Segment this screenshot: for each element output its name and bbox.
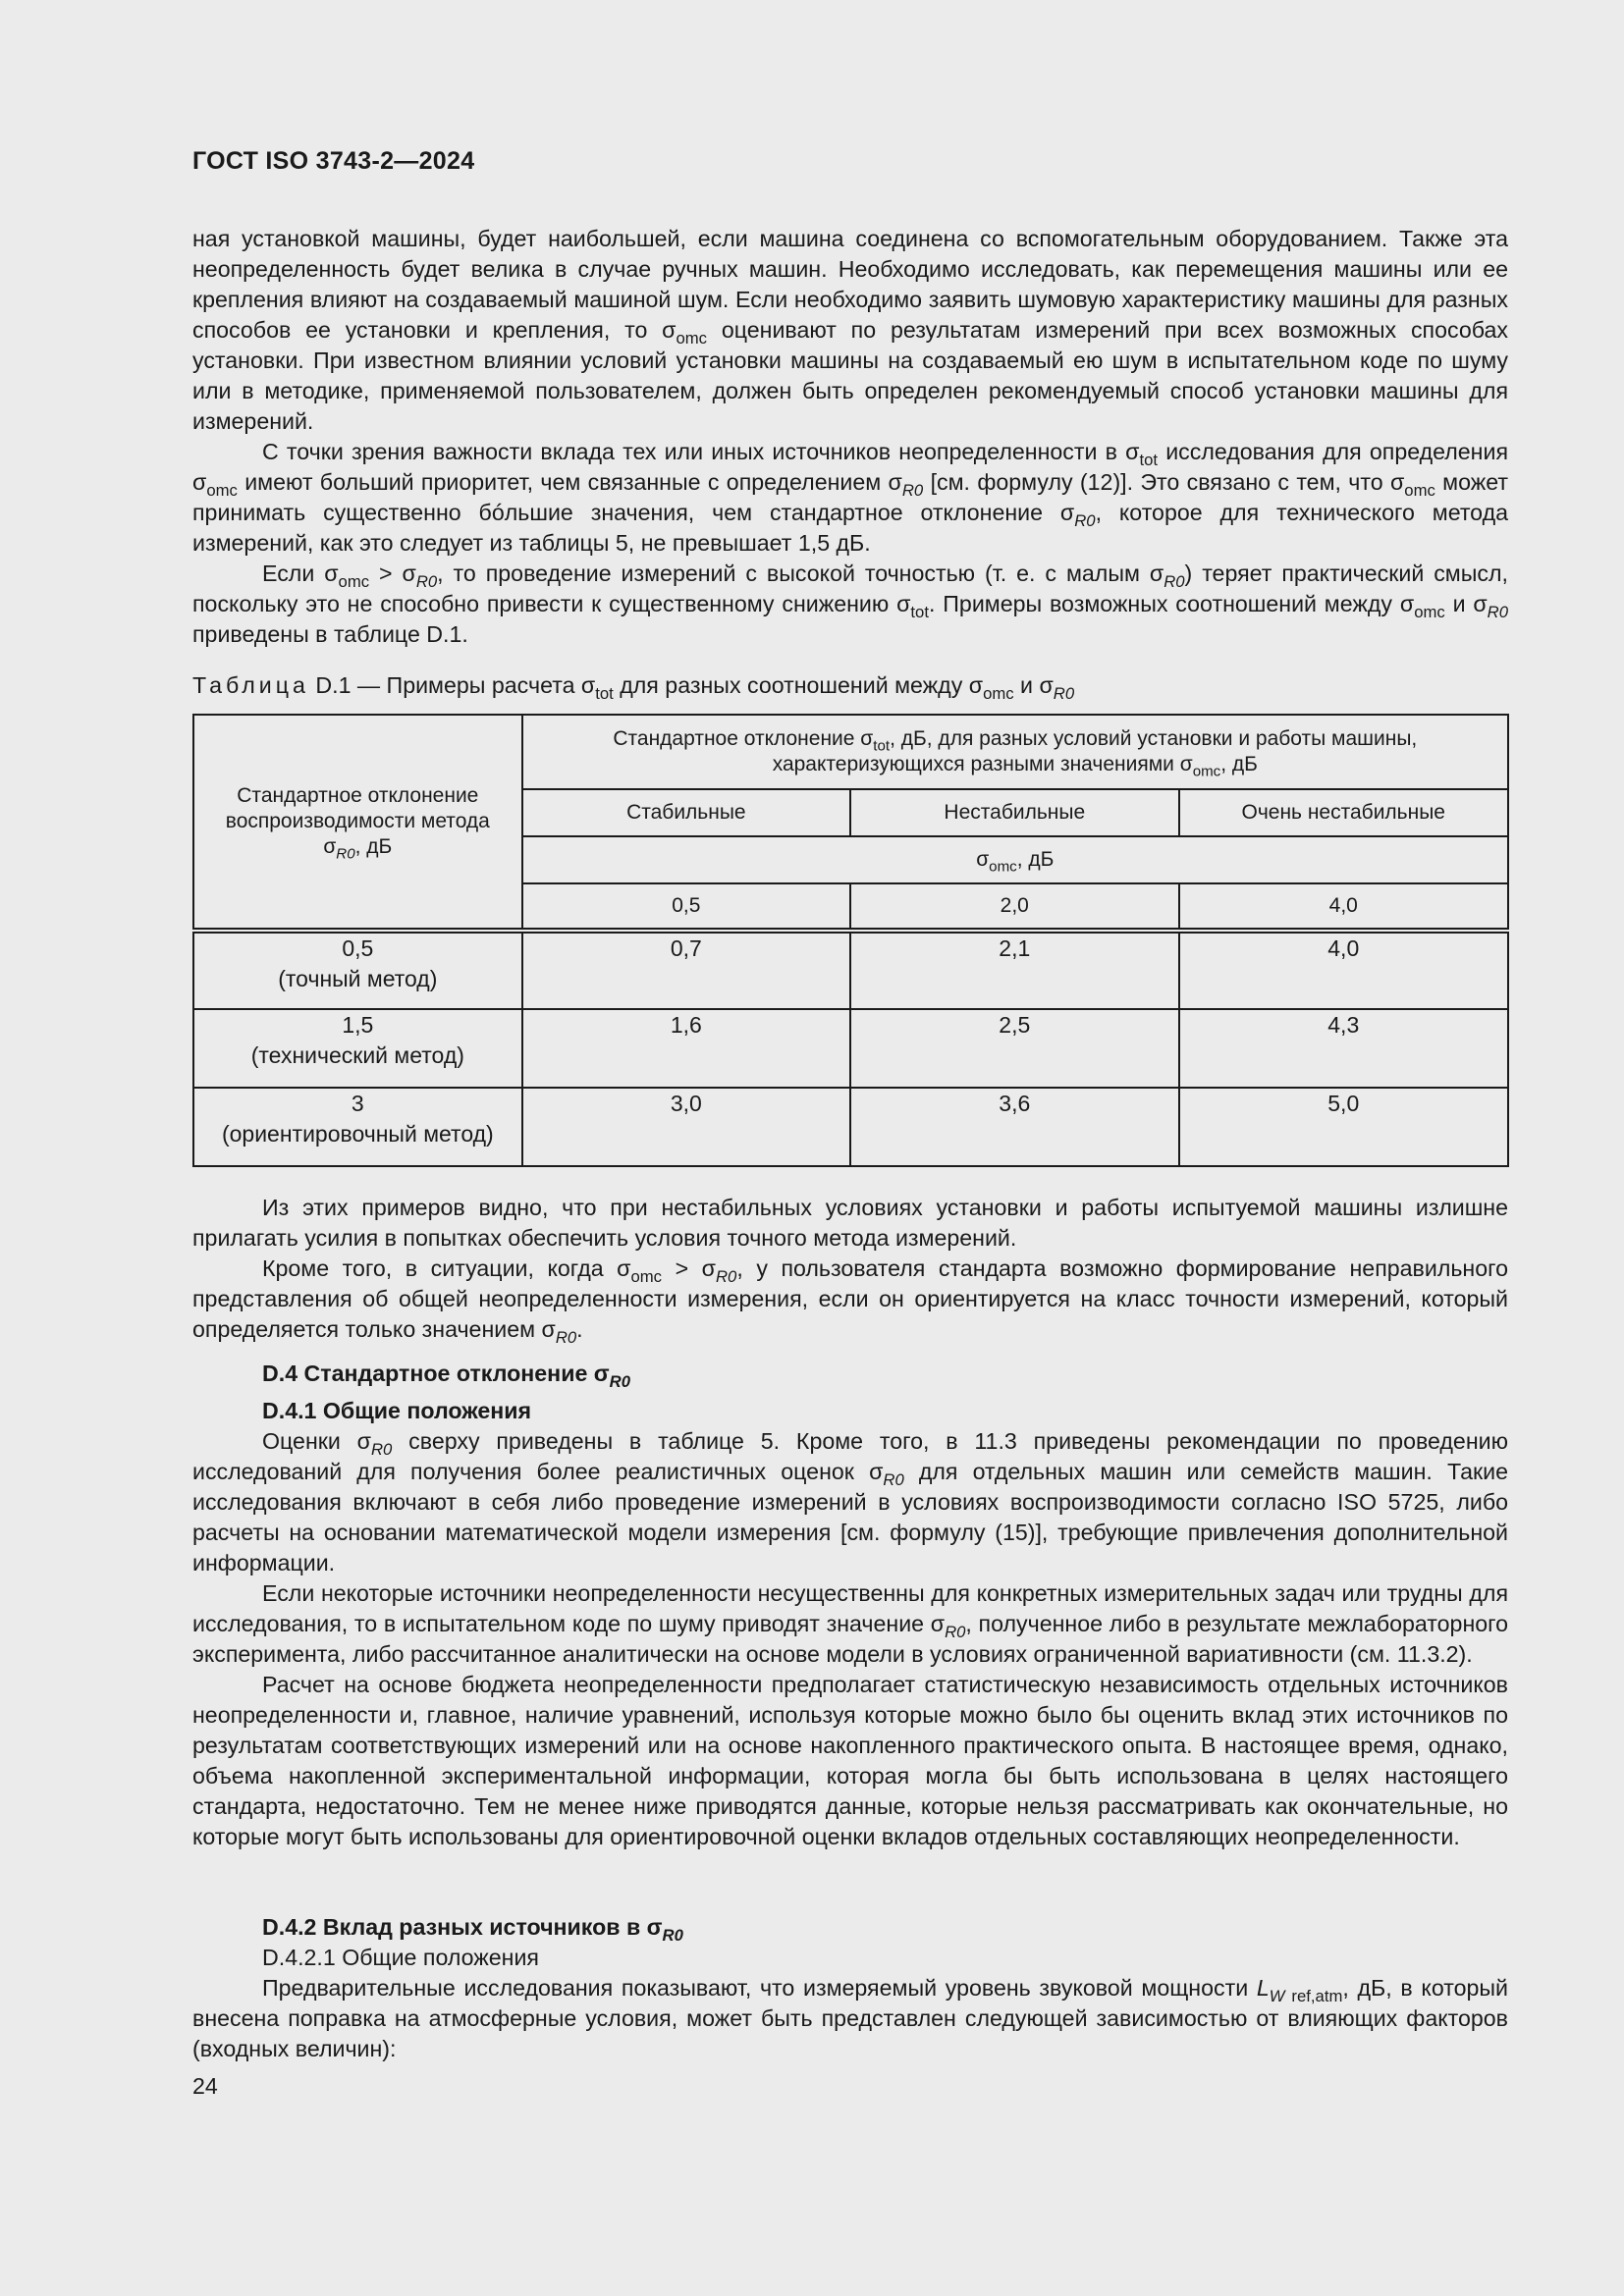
table-d1	[192, 714, 1509, 1167]
table-row	[193, 1009, 1508, 1088]
omc-value: 2,0	[850, 883, 1178, 931]
table-cell: 3,0	[522, 1088, 850, 1166]
paragraph-2: Из этих примеров видно, что при нестабильных условиях установки и работы испытуемой машины излишне прилагать усилия в попытках обеспечить условия точного метода измерений. Кроме того, в ситуации, когда $\sigma_{omc} > \sigma_{R0}$, у пользователя стандарта возможно формирование неправильного представления об общей неопределенности измерения, если он ориентируется на класс точности измерений, который определяется только значением $\sigma_{R0}$.	[192, 1195, 1508, 1347]
heading-d42: D.4.2 Вклад разных источников в $\sigma_{R0}$	[262, 1914, 683, 1945]
heading-d421: D.4.2.1 Общие положения	[262, 1945, 539, 1970]
paragraph-3: Оценки $\sigma_{R0}$ сверху приведены в таблице 5. Кроме того, в 11.3 приведены рекомендации по проведению исследований для получения более реалистичных оценок $\sigma_{R0}$ для отдельных машин или семейств машин. Такие исследования включают в себя либо проведение измерений в условиях воспроизводимости согласно ISO 5725, либо расчеты на основании математической модели измерения [см. формулу (15)], требующие привлечения дополнительной информации. Если некоторые источники неопределенности несущественны для конкретных измерительных задач или трудны для исследования, то в испытательном коде по шуму приводят значение $\sigma_{R0}$, полученное либо в результате межлабораторного эксперимента, либо рассчитанное аналитически на основе модели в условиях ограниченной вариативности (см. 11.3.2). Расчет на основе бюджета неопределенности предполагает статистическую независимость отдельных источников неопределенности и, главное, наличие уравнений, используя которые можно было бы оценить вклад этих источников по результатам соответствующих измерений или на основе накопленного практического опыта. В настоящее время, однако, объема накопленной экспериментальной информации, которая могла бы быть использована в целях настоящего стандарта, недостаточно. Тем не менее ниже приводятся данные, которые нельзя рассматривать как окончательные, но которые могут быть использованы для ориентировочной оценки вкладов отдельных составляющих неопределенности.	[192, 1428, 1508, 1849]
table-row	[193, 1088, 1508, 1166]
table-cell: 1,6	[522, 1009, 850, 1088]
paragraph-1: ная установкой машины, будет наибольшей, если машина соединена со вспомогательным оборудованием. Также эта неопределенность будет велика в случае ручных машин. Необходимо исследовать, как перемещения машины или ее крепления влияют на создаваемый машиной шум. Если необходимо заявить шумовую характеристику машины для разных способов ее установки и крепления, то $\sigma_{omc}$ оценивают по результатам измерений при всех возможных способах установки. При известном влиянии условий установки машины на создаваемый ею шум в испытательном коде по шуму или в методике, применяемой пользователем, должен быть определен рекомендуемый способ установки машины для измерений. С точки зрения важности вклада тех или иных источников неопределенности в $\sigma_{tot}$ исследования для определения $\sigma_{omc}$ имеют больший приоритет, чем связанные с определением $\sigma_{R0}$ [см. формулу (12)]. Это связано с тем, что $\sigma_{omc}$ может принимать существенно бóльшие значения, чем стандартное отклонение $\sigma_{R0}$, которое для технического метода измерений, как это следует из таблицы 5, не превышает 1,5 дБ. Если $\sigma_{omc} > \sigma_{R0}$, то проведение измерений с высокой точностью (т. е. с малым $\sigma_{R0}$) теряет практический смысл, поскольку это не способно привести к существенному снижению $\sigma_{tot}$. Примеры возможных соотношений между $\sigma_{omc}$ и $\sigma_{R0}$ приведены в таблице D.1.	[192, 226, 1509, 647]
table-cell: 3,6	[850, 1088, 1178, 1166]
table-cell: 4,0	[1179, 931, 1508, 1009]
row-label: 3 (ориентировочный метод)	[193, 1088, 522, 1166]
row-label: 0,5 (точный метод)	[193, 931, 522, 1009]
table-caption: Таблица D.1 — Примеры расчета $\sigma_{tot}$ для разных соотношений между $\sigma_{omc}$ и $\sigma_{R0}$	[192, 672, 1075, 703]
table-cell: 4,3	[1179, 1009, 1508, 1088]
heading-d4: D.4 Стандартное отклонение $\sigma_{R0}$	[262, 1361, 630, 1391]
page-number: 24	[192, 2073, 218, 2099]
row-header-cell: Стандартное отклонение воспроизводимости метода $\sigma_{R0}$, дБ	[193, 715, 522, 931]
document-header: ГОСТ ISO 3743-2—2024	[192, 147, 475, 175]
table-cell: 2,5	[850, 1009, 1178, 1088]
table-cell: 5,0	[1179, 1088, 1508, 1166]
condition-header: Стабильные	[522, 789, 850, 836]
row-label: 1,5 (технический метод)	[193, 1009, 522, 1088]
table-row	[193, 931, 1508, 1009]
column-group-header: Стандартное отклонение $\sigma_{tot}$, дБ, для разных условий установки и работы машины, характеризующихся разными значениями $\sigma_{omc}$, дБ	[522, 715, 1508, 789]
condition-header: Нестабильные	[850, 789, 1178, 836]
condition-header: Очень нестабильные	[1179, 789, 1508, 836]
omc-value: 4,0	[1179, 883, 1508, 931]
table-cell: 0,7	[522, 931, 850, 1009]
omc-label: $\sigma_{omc}$, дБ	[522, 836, 1508, 883]
paragraph-4: Предварительные исследования показывают, что измеряемый уровень звуковой мощности $L_{W ref,atm}$, дБ, в который внесена поправка на атмосферные условия, может быть представлен следующей зависимостью от влияющих факторов (входных величин):	[192, 1975, 1508, 2061]
omc-value: 0,5	[522, 883, 850, 931]
table-cell: 2,1	[850, 931, 1178, 1009]
heading-d41: D.4.1 Общие положения	[262, 1398, 532, 1423]
